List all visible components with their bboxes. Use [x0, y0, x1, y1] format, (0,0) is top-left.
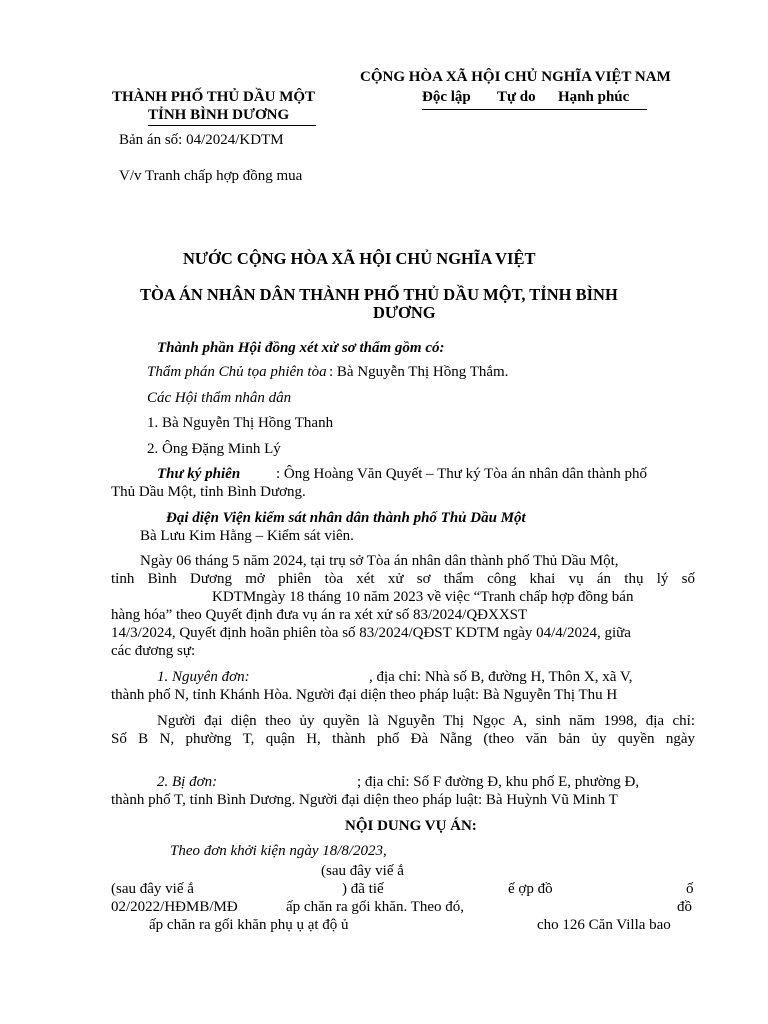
intro-line-1: Ngày 06 tháng 5 năm 2024, tại trụ sở Tòa án nhân dân thành phố Thủ Dầu Một,	[140, 553, 619, 569]
judge-label: Thẩm phán Chủ tọa phiên tòa	[147, 364, 327, 380]
authorized-rep-line-2: Số B N, phường T, quận H, thành phố Đà Nẵng (theo văn bản ủy quyền ngày	[111, 731, 695, 747]
content-line-4c: đồ	[677, 899, 692, 915]
content-line-3d: ố	[686, 881, 694, 897]
court-title: TÒA ÁN NHÂN DÂN THÀNH PHỐ THỦ DẦU MỘT, TỈNH BÌNH	[140, 285, 618, 304]
intro-line-5: 14/3/2024, Quyết định hoãn phiên tòa số 83/2024/QĐST KDTM ngày 04/4/2024, giữa	[111, 625, 631, 641]
national-title: CỘNG HÒA XÃ HỘI CHỦ NGHĨA VIỆT NAM	[360, 69, 671, 85]
content-line-1: Theo đơn khởi kiện ngày 18/8/2023,	[170, 843, 387, 859]
case-subject: V/v Tranh chấp hợp đồng mua	[119, 168, 303, 184]
intro-line-6: các đương sự:	[111, 643, 196, 659]
city-name: THÀNH PHỐ THỦ DẦU MỘT	[112, 89, 316, 105]
intro-line-2: tỉnh Bình Dương mở phiên tòa xét xử sơ thẩm công khai vụ án thụ lý số	[111, 571, 695, 587]
province-underline	[148, 125, 316, 126]
content-line-5b: cho 126 Căn Villa bao	[537, 917, 671, 933]
content-heading: NỘI DUNG VỤ ÁN:	[345, 818, 477, 834]
procuracy-value: Bà Lưu Kim Hằng – Kiểm sát viên.	[140, 528, 354, 544]
assessor-1: 1. Bà Nguyễn Thị Hồng Thanh	[147, 415, 334, 431]
court-title-cont: DƯƠNG	[373, 303, 436, 322]
content-line-5a: ấp chăn ra gối khăn phụ ụ ạt độ ủ	[149, 917, 349, 933]
intro-line-3: KDTMngày 18 tháng 10 năm 2023 về việc “Tranh chấp hợp đồng bán	[212, 589, 634, 605]
content-line-4b: ấp chăn ra gối khăn. Theo đó,	[286, 899, 465, 915]
case-number: Bản án số: 04/2024/KDTM	[119, 132, 284, 148]
intro-line-4: hàng hóa” theo Quyết định đưa vụ án ra xét xử số 83/2024/QĐXXST	[111, 607, 528, 623]
procuracy-heading: Đại diện Viện kiểm sát nhân dân thành phố Thủ Dầu Một	[166, 510, 526, 526]
defendant-representative: thành phố T, tỉnh Bình Dương. Người đại diện theo pháp luật: Bà Huỳnh Vũ Minh T	[111, 792, 618, 808]
content-line-3a: (sau đây viế ắ	[111, 881, 194, 897]
content-line-3b: ) đã tiế	[342, 881, 384, 897]
clerk-label: Thư ký phiên	[157, 466, 241, 482]
document-title: NƯỚC CỘNG HÒA XÃ HỘI CHỦ NGHĨA VIỆT	[183, 249, 536, 268]
content-line-2: (sau đây viế ắ	[321, 863, 404, 879]
content-line-4a: 02/2022/HĐMB/MĐ	[111, 899, 238, 915]
motto-underline	[422, 109, 647, 110]
motto-independence: Độc lập	[422, 89, 471, 105]
assessors-label: Các Hội thẩm nhân dân	[147, 390, 292, 406]
panel-heading: Thành phần Hội đồng xét xử sơ thẩm gồm có:	[157, 340, 445, 356]
motto-happiness: Hạnh phúc	[558, 89, 630, 105]
plaintiff-address: , địa chỉ: Nhà số B, đường H, Thôn X, xã V,	[369, 669, 633, 685]
plaintiff-label: 1. Nguyên đơn:	[157, 669, 250, 685]
assessor-2: 2. Ông Đặng Minh Lý	[147, 441, 281, 457]
province-name: TỈNH BÌNH DƯƠNG	[148, 107, 290, 123]
clerk-value: : Ông Hoàng Văn Quyết – Thư ký Tòa án nhân dân thành phố	[276, 466, 647, 482]
judge-value: : Bà Nguyễn Thị Hồng Thắm.	[329, 364, 509, 380]
motto-freedom: Tự do	[497, 89, 536, 105]
authorized-rep-line-1: Người đại diện theo ủy quyền là Nguyễn Thị Ngọc A, sinh năm 1998, địa chỉ:	[157, 713, 695, 729]
content-line-3c: ế ợp đồ	[508, 881, 553, 897]
plaintiff-representative: thành phố N, tỉnh Khánh Hòa. Người đại diện theo pháp luật: Bà Nguyễn Thị Thu H	[111, 687, 618, 703]
clerk-value-cont: Thủ Dầu Một, tỉnh Bình Dương.	[111, 484, 306, 500]
defendant-address: ; địa chỉ: Số F đường Đ, khu phố E, phường Đ,	[357, 774, 640, 790]
defendant-label: 2. Bị đơn:	[157, 774, 218, 790]
